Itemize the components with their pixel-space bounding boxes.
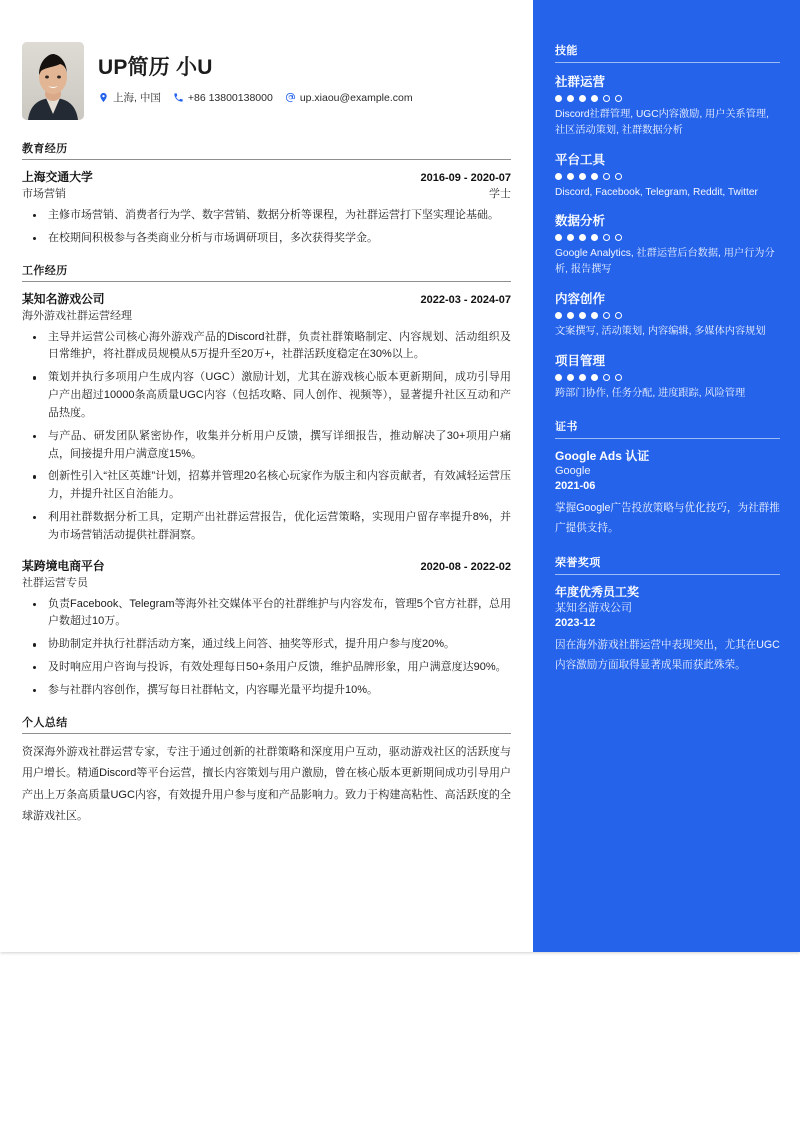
skill-level-dots: [555, 312, 780, 319]
phone-icon: [173, 92, 184, 103]
skill-description: Discord, Facebook, Telegram, Reddit, Twitter: [555, 186, 758, 198]
section-title-skills: 技能: [555, 42, 780, 63]
email-at-icon: [285, 92, 296, 103]
contact-phone-text: +86 13800138000: [187, 91, 273, 104]
award-description: 因在海外游戏社群运营中表现突出，尤其在UGC内容激励方面取得显著成果而获此殊荣。: [555, 638, 780, 671]
contact-location: [98, 90, 161, 105]
skill-dot-filled: [555, 374, 562, 381]
skill-description: 文案撰写, 活动策划, 内容编辑, 多媒体内容规划: [555, 326, 766, 338]
resume-header: [22, 42, 511, 120]
section-certificates: [555, 418, 780, 539]
list-item: 策划并执行多项用户生成内容（UGC）激励计划，尤其在游戏核心版本更新期间，成功引导用户产出超过10000条高质量UGC内容（包括攻略、同人创作、视频等），显著提升社区互动和产品热度。: [22, 369, 511, 422]
skill-dot-filled: [567, 173, 574, 180]
skill-level-dots: [555, 374, 780, 381]
skill-dot-empty: [603, 374, 610, 381]
skill-dot-empty: [615, 374, 622, 381]
skill-dot-empty: [615, 173, 622, 180]
work-company: 某跨境电商平台: [22, 558, 105, 573]
education-entry: [22, 168, 511, 248]
skill-dot-filled: [591, 312, 598, 319]
skill-dot-filled: [591, 95, 598, 102]
contact-email: [285, 92, 413, 104]
section-title-awards: 荣誉奖项: [555, 554, 780, 575]
work-role: 社群运营专员: [22, 576, 88, 589]
skill-dot-filled: [555, 312, 562, 319]
work-date: 2022-03 - 2024-07: [420, 293, 511, 306]
list-item: 协助制定并执行社群活动方案，通过线上问答、抽奖等形式，提升用户参与度20%。: [22, 636, 511, 654]
skill-dot-empty: [615, 312, 622, 319]
skill-description: Discord社群管理, UGC内容激励, 用户关系管理, 社区活动策划, 社群数据分析: [555, 109, 769, 136]
work-bullets: [22, 329, 511, 545]
education-major: 市场营销: [22, 188, 66, 200]
list-item: 参与社群内容创作，撰写每日社群帖文，内容曝光量平均提升10%。: [22, 682, 511, 700]
skill-item: [555, 289, 780, 340]
contact-location-text: 上海, 中国: [113, 92, 161, 105]
work-role: 海外游戏社群运营经理: [22, 309, 132, 322]
list-item: 主修市场营销、消费者行为学、数字营销、数据分析等课程，为社群运营打下坚实理论基础。: [22, 207, 511, 225]
skill-dot-filled: [555, 95, 562, 102]
education-date: 2016-09 - 2020-07: [420, 172, 511, 184]
skill-dot-filled: [591, 173, 598, 180]
work-bullets: [22, 596, 511, 700]
education-degree: 学士: [489, 188, 511, 200]
skill-dot-filled: [567, 234, 574, 241]
certificate-name: Google Ads 认证: [555, 448, 650, 463]
skill-dot-filled: [555, 234, 562, 241]
skill-dot-filled: [567, 312, 574, 319]
page-title: UP简历 小U: [98, 56, 213, 79]
profile-photo-icon: [22, 42, 84, 120]
contact-phone: [173, 92, 273, 104]
skill-name: 数据分析: [555, 214, 606, 229]
certificate-issuer: Google: [555, 464, 591, 477]
skill-level-dots: [555, 95, 780, 102]
skill-dot-filled: [579, 312, 586, 319]
list-item: 在校期间积极参与各类商业分析与市场调研项目，多次获得奖学金。: [22, 230, 511, 248]
work-company: 某知名游戏公司: [22, 291, 105, 306]
work-entry: [22, 290, 511, 545]
section-title-education: 教育经历: [22, 140, 511, 160]
certificate-item: [555, 448, 780, 539]
award-name: 年度优秀员工奖: [555, 585, 640, 600]
skill-dot-empty: [603, 173, 610, 180]
skill-dot-filled: [591, 374, 598, 381]
section-skills: [555, 42, 780, 402]
section-summary: [22, 714, 511, 828]
skill-dot-filled: [579, 374, 586, 381]
skill-description: Google Analytics, 社群运营后台数据, 用户行为分析, 报告撰写: [555, 248, 775, 276]
list-item: 创新性引入“社区英雄”计划，招募并管理20名核心玩家作为版主和内容贡献者，有效减轻运营压力，并提升社区自治能力。: [22, 468, 511, 504]
education-school: 上海交通大学: [22, 170, 93, 184]
skill-dot-filled: [579, 95, 586, 102]
skill-level-dots: [555, 234, 780, 241]
award-item: [555, 584, 780, 675]
section-awards: [555, 554, 780, 675]
work-entry: [22, 557, 511, 700]
section-education: [22, 140, 511, 248]
section-title-certificates: 证书: [555, 418, 780, 439]
skill-dot-filled: [567, 374, 574, 381]
location-pin-icon: [98, 92, 109, 103]
skill-level-dots: [555, 173, 780, 180]
skill-name: 项目管理: [555, 353, 606, 368]
certificate-date: 2021-06: [555, 480, 596, 493]
skill-dot-empty: [603, 312, 610, 319]
skill-name: 社群运营: [555, 75, 606, 89]
list-item: 及时响应用户咨询与投诉，有效处理每日50+条用户反馈，维护品牌形象，用户满意度达90%。: [22, 659, 511, 677]
skill-dot-filled: [567, 95, 574, 102]
award-date: 2023-12: [555, 616, 596, 629]
skill-dot-filled: [579, 234, 586, 241]
skill-dot-empty: [615, 95, 622, 102]
sidebar: [533, 0, 800, 952]
skill-name: 平台工具: [555, 152, 606, 167]
skill-dot-filled: [591, 234, 598, 241]
section-title-work: 工作经历: [22, 262, 511, 282]
work-date: 2020-08 - 2022-02: [420, 560, 511, 573]
skill-item: [555, 72, 780, 139]
avatar: [22, 42, 84, 120]
education-bullets: [22, 207, 511, 248]
skill-dot-empty: [615, 234, 622, 241]
certificate-description: 掌握Google广告投放策略与优化技巧，为社群推广提供支持。: [555, 502, 780, 534]
summary-text: 资深海外游戏社群运营专家，专注于通过创新的社群策略和深度用户互动，驱动游戏社区的活跃度与用户增长。精通Discord等平台运营，擅长内容策划与用户激励，曾在核心版本更新期间成功引导用户产出上万条高质量UGC内容，有效提升用户参与度和产品影响力。致力于构建高粘性、高活跃度的全球游戏社区。: [22, 745, 511, 822]
award-issuer: 某知名游戏公司: [555, 601, 632, 614]
list-item: 负责Facebook、Telegram等海外社交媒体平台的社群维护与内容发布，管理5个官方社群，总用户数超过10万。: [22, 596, 511, 632]
skill-dot-filled: [579, 173, 586, 180]
list-item: 主导并运营公司核心海外游戏产品的Discord社群，负责社群策略制定、内容规划、活动组织及日常维护，将社群成员规模从5万提升至20万+，社群活跃度稳定在30%以上。: [22, 329, 511, 365]
contact-email-text: up.xiaou@example.com: [299, 91, 413, 104]
skill-dot-empty: [603, 95, 610, 102]
section-title-summary: 个人总结: [22, 714, 511, 734]
skill-description: 跨部门协作, 任务分配, 进度跟踪, 风险管理: [555, 387, 746, 399]
skill-dot-empty: [603, 234, 610, 241]
skill-name: 内容创作: [555, 292, 606, 307]
skill-item: [555, 150, 780, 201]
list-item: 利用社群数据分析工具，定期产出社群运营报告，优化运营策略，实现用户留存率提升8%，并为市场营销活动提供社群洞察。: [22, 509, 511, 545]
contact-row: [98, 90, 511, 105]
section-work-experience: [22, 262, 511, 700]
list-item: 与产品、研发团队紧密协作，收集并分析用户反馈，撰写详细报告，推动解决了30+项用户痛点，间接提升用户满意度15%。: [22, 428, 511, 464]
skill-dot-filled: [555, 173, 562, 180]
skill-item: [555, 211, 780, 278]
skill-item: [555, 351, 780, 402]
